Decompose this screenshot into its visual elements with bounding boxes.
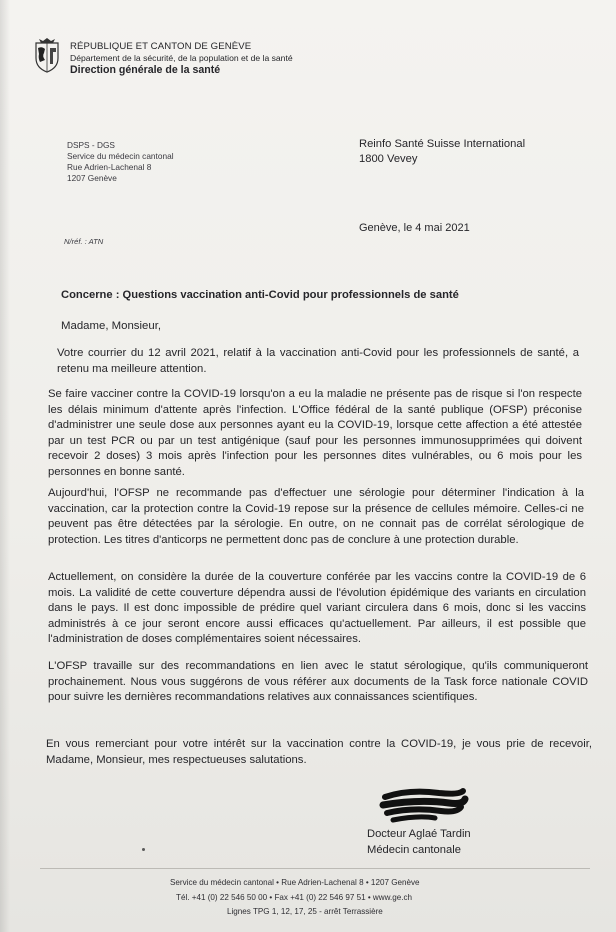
paragraph-5: L'OFSP travaille sur des recommandations en lien avec le statut sérologique, qu'ils communiqueront prochainement. Nous vous suggérons de vous référer aux documents de la Task force nationale COVID pour suivre les dernières recommandations relatives aux connaissances scientifiques. — [48, 660, 588, 704]
footer-contact: Tél. +41 (0) 22 546 50 00 • Fax +41 (0) 22 546 97 51 • www.ge.ch — [176, 893, 413, 902]
salutation: Madame, Monsieur, — [61, 320, 162, 332]
recipient-name: Reinfo Santé Suisse International — [359, 138, 526, 150]
sender-line-2: Service du médecin cantonal — [67, 151, 174, 161]
geneva-crest-icon — [33, 38, 61, 74]
paragraph-4: Actuellement, on considère la durée de la couverture conférée par les vaccins contre la COVID-19 de 6 mois. La validité de cette couverture dépendra aussi de l'évolution épidémique des variants en circulation dans le pays. Il est donc impossible de prédire quel variant circulera dans 6 mois, donc si les vaccins administrés à ce jour seront encore aussi efficaces qu'actuellement. Par ailleurs, il est possible que l'administration de doses complémentaires soient nécessaires. — [48, 571, 586, 646]
reference-line: N/réf. : ATN — [64, 237, 104, 246]
paragraph-6: En vous remerciant pour votre intérêt sur la vaccination contre la COVID-19, je vous prie de recevoir, Madame, Monsieur, mes respectueuses salutations. — [46, 738, 592, 766]
sender-line-3: Rue Adrien-Lachenal 8 — [67, 162, 152, 172]
letter-subject: Concerne : Questions vaccination anti-Covid pour professionnels de santé — [61, 289, 459, 301]
paragraph-2: Se faire vacciner contre la COVID-19 lorsqu'on a eu la maladie ne présente pas de risque si l'on respecte les délais minimum d'attente après l'infection. L'Office fédéral de la santé publique (OFSP) préconise d'administrer une seule dose aux personnes ayant eu la COVID-19, lorsque cette affection a été attestée par un test PCR ou par un test antigénique (sauf pour les personnes immunosupprimées qui doivent recevoir 2 doses) 3 mois après l'infection pour les personnes dites vulnérables, ou 6 mois pour les personnes en bonne santé. — [48, 388, 582, 478]
paragraph-1: Votre courrier du 12 avril 2021, relatif à la vaccination anti-Covid pour les professionnels de santé, a retenu ma meilleure attention. — [57, 347, 579, 375]
signatory-name: Docteur Aglaé Tardin — [367, 828, 471, 840]
sender-line-1: DSPS - DGS — [67, 140, 115, 150]
footer-divider — [40, 868, 590, 869]
letter-date: Genève, le 4 mai 2021 — [359, 222, 470, 234]
signatory-title: Médecin cantonale — [367, 844, 461, 856]
page-speck — [142, 848, 145, 851]
paragraph-3: Aujourd'hui, l'OFSP ne recommande pas d'effectuer une sérologie pour déterminer l'indication à la vaccination, car la protection contre la Covid-19 repose sur la présence de cellules mémoire. Celles-ci ne peuvent pas être détectées par la sérologie. En outre, on ne connait pas de corrélat sérologique de protection. Les titres d'anticorps ne permettent donc pas de conclure à une protection durable. — [48, 487, 584, 546]
recipient-city: 1800 Vevey — [359, 153, 418, 165]
institution-line-3: Direction générale de la santé — [70, 64, 221, 76]
institution-line-2: Département de la sécurité, de la population et de la santé — [70, 53, 293, 63]
footer-address: Service du médecin cantonal • Rue Adrien-Lachenal 8 • 1207 Genève — [170, 878, 420, 887]
redacted-signature-icon — [379, 787, 469, 825]
page-edge-shadow — [0, 0, 10, 932]
institution-line-1: RÉPUBLIQUE ET CANTON DE GENÈVE — [70, 41, 252, 52]
sender-line-4: 1207 Genève — [67, 173, 117, 183]
footer-transport: Lignes TPG 1, 12, 17, 25 - arrêt Terrassière — [227, 907, 383, 916]
